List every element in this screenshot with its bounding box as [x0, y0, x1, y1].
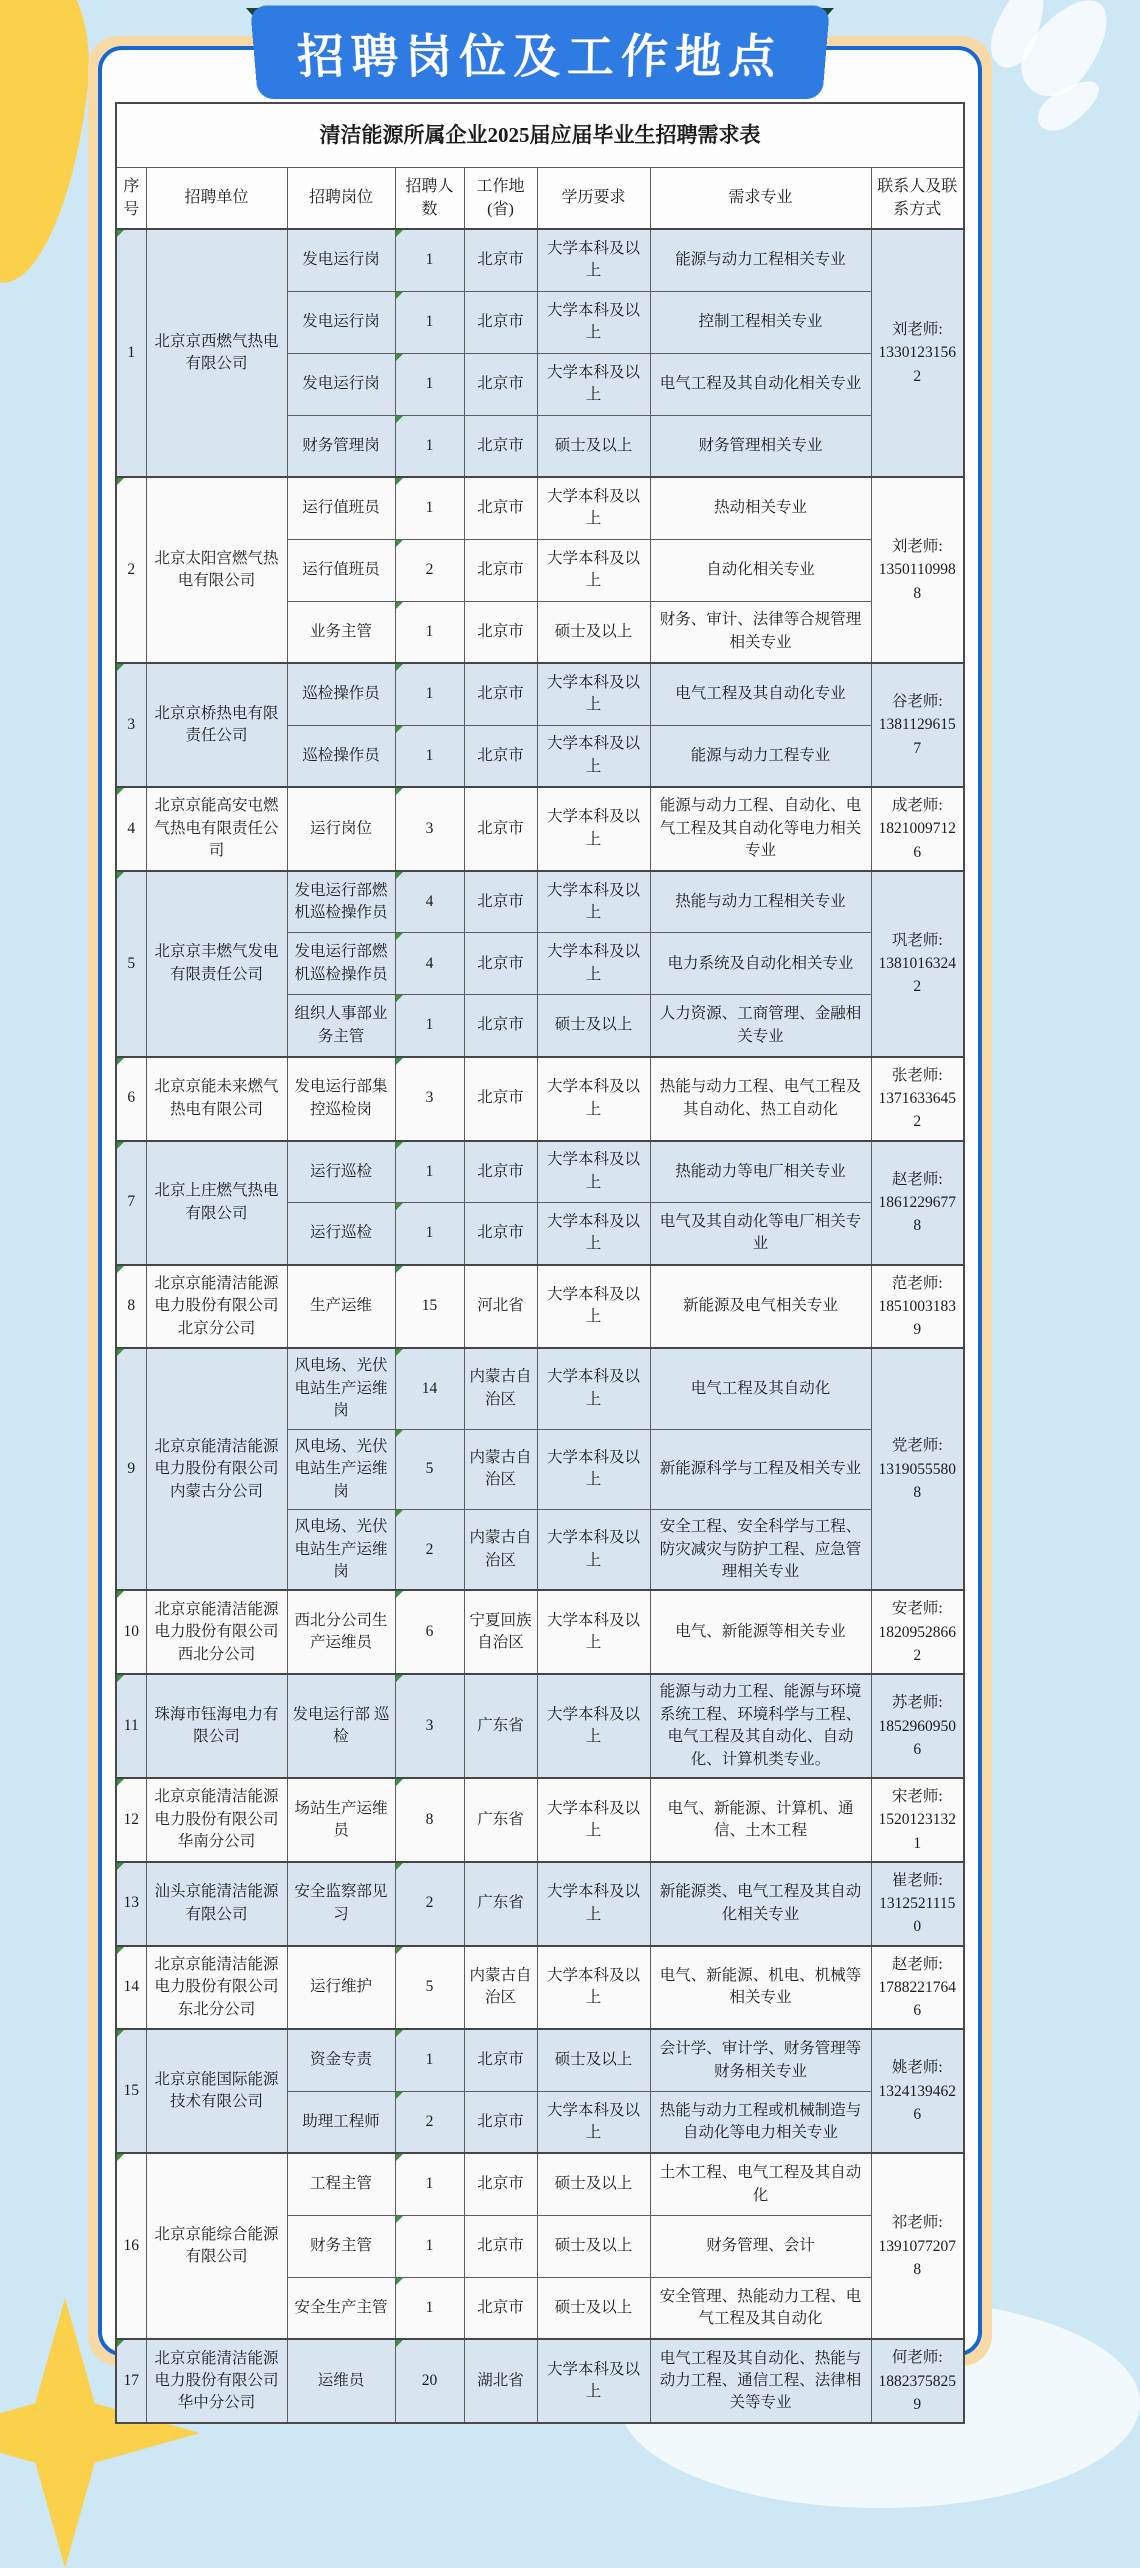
cell-contact [871, 2153, 964, 2339]
cell-count: 1 [395, 1203, 464, 1265]
contact-phone: 13190555808 [878, 1460, 956, 1501]
contact-phone: 18510031839 [878, 1297, 956, 1338]
cell-count: 4 [395, 871, 464, 933]
contact-name: 崔老师: [891, 1871, 943, 1889]
cell-count: 1 [395, 353, 464, 415]
cell-seq: 10 [116, 1590, 146, 1674]
cell-count: 1 [395, 1141, 464, 1203]
cell-position: 发电运行部燃机巡检操作员 [287, 871, 395, 933]
cell-seq: 9 [116, 1348, 146, 1590]
cell-company: 北京太阳宫燃气热电有限公司 [146, 477, 287, 663]
cell-seq: 13 [116, 1862, 146, 1946]
cell-major: 能源与动力工程相关专业 [650, 229, 871, 291]
table-title: 清洁能源所属企业2025届应届毕业生招聘需求表 [116, 103, 964, 167]
cell-seq: 17 [116, 2339, 146, 2423]
cell-position: 风电场、光伏电站生产运维岗 [287, 1348, 395, 1429]
contact-name: 范老师: [891, 1274, 943, 1292]
cell-position: 运行值班员 [287, 539, 395, 601]
cell-position: 助理工程师 [287, 2091, 395, 2153]
cell-position: 运行值班员 [287, 477, 395, 539]
cell-position: 巡检操作员 [287, 663, 395, 725]
cell-company: 珠海市钰海电力有限公司 [146, 1674, 287, 1778]
contact-name: 党老师: [891, 1437, 943, 1455]
cell-major: 电气及其自动化等电厂相关专业 [650, 1203, 871, 1265]
cell-major: 财务管理、会计 [650, 2215, 871, 2277]
cell-count: 2 [395, 539, 464, 601]
table-header-row [116, 167, 964, 229]
cell-seq: 2 [116, 477, 146, 663]
cell-education: 大学本科及以上 [537, 1862, 650, 1946]
contact-phone: 18612296778 [878, 1193, 956, 1235]
cell-location: 广东省 [464, 1674, 537, 1778]
cell-location: 北京市 [464, 2091, 537, 2153]
table-row [116, 477, 964, 539]
table-row [116, 2153, 964, 2215]
cell-education: 硕士及以上 [537, 2277, 650, 2339]
contact-phone: 18823758259 [878, 2372, 956, 2413]
cell-contact [871, 2029, 964, 2153]
cell-location: 湖北省 [464, 2339, 537, 2423]
cell-position: 风电场、光伏电站生产运维岗 [287, 1510, 395, 1591]
cell-major: 财务管理相关专业 [650, 415, 871, 477]
cell-company: 北京京能清洁能源电力股份有限公司北京分公司 [146, 1265, 287, 1349]
cell-major: 控制工程相关专业 [650, 291, 871, 353]
cell-company: 北京京能高安屯燃气热电有限责任公司 [146, 787, 287, 871]
cell-major: 新能源类、电气工程及其自动化相关专业 [650, 1862, 871, 1946]
table-row [116, 1590, 964, 1674]
cell-seq: 16 [116, 2153, 146, 2339]
cell-location: 北京市 [464, 933, 537, 995]
cell-education: 硕士及以上 [537, 415, 650, 477]
cell-count: 14 [395, 1348, 464, 1429]
cell-position: 巡检操作员 [287, 725, 395, 787]
table-row [116, 2029, 964, 2091]
cell-location: 河北省 [464, 1265, 537, 1349]
cell-education: 大学本科及以上 [537, 787, 650, 871]
contact-name: 刘老师: [891, 538, 943, 556]
table-row [116, 1057, 964, 1141]
cell-location: 宁夏回族自治区 [464, 1590, 537, 1674]
cell-location: 内蒙古自治区 [464, 1429, 537, 1509]
cell-location: 北京市 [464, 787, 537, 871]
cell-position: 运维员 [287, 2339, 395, 2423]
contact-name: 成老师: [891, 797, 943, 814]
cell-count: 8 [395, 1778, 464, 1862]
cell-count: 3 [395, 1057, 464, 1141]
banner-ribbon [240, 6, 840, 100]
contact-phone: 18210097126 [878, 820, 956, 861]
cell-location: 内蒙古自治区 [464, 1946, 537, 2030]
cell-major: 电气、新能源等相关专业 [650, 1590, 871, 1674]
cell-major: 电气工程及其自动化相关专业 [650, 353, 871, 415]
header-count: 招聘人数 [395, 167, 464, 229]
cell-location: 内蒙古自治区 [464, 1510, 537, 1591]
header-education: 学历要求 [537, 167, 650, 229]
cell-contact [871, 1862, 964, 1946]
cell-count: 5 [395, 1946, 464, 2030]
cell-location: 广东省 [464, 1862, 537, 1946]
contact-phone: 13301231562 [878, 344, 956, 385]
cell-count: 2 [395, 1510, 464, 1591]
contact-phone: 13716336452 [878, 1090, 956, 1131]
banner-body [250, 6, 830, 99]
cell-count: 3 [395, 787, 464, 871]
cell-count: 2 [395, 1862, 464, 1946]
contact-name: 何老师: [891, 2349, 943, 2367]
contact-name: 赵老师: [891, 1955, 943, 1973]
cell-education: 大学本科及以上 [537, 1265, 650, 1349]
cell-education: 大学本科及以上 [537, 1590, 650, 1674]
cell-location: 北京市 [464, 2215, 537, 2277]
cell-contact [871, 229, 964, 477]
cell-company: 北京京能清洁能源电力股份有限公司东北分公司 [146, 1946, 287, 2030]
cell-seq: 4 [116, 787, 146, 871]
table-row [116, 1946, 964, 2030]
cell-major: 能源与动力工程专业 [650, 725, 871, 787]
cell-company: 北京京西燃气热电有限公司 [146, 229, 287, 477]
cell-location: 北京市 [464, 1203, 537, 1265]
cell-education: 大学本科及以上 [537, 291, 650, 353]
cell-major: 安全工程、安全科学与工程、防灾减灾与防护工程、应急管理相关专业 [650, 1510, 871, 1591]
cell-count: 5 [395, 1429, 464, 1509]
cell-major: 热能动力等电厂相关专业 [650, 1141, 871, 1203]
recruitment-table [115, 102, 965, 2424]
cell-contact [871, 1674, 964, 1778]
cell-location: 北京市 [464, 1141, 537, 1203]
contact-phone: 15201231321 [878, 1811, 956, 1852]
cell-major: 电气工程及其自动化 [650, 1348, 871, 1429]
cell-education: 硕士及以上 [537, 995, 650, 1057]
cell-count: 1 [395, 477, 464, 539]
cell-major: 新能源科学与工程及相关专业 [650, 1429, 871, 1509]
contact-name: 祁老师: [891, 2214, 943, 2232]
table-row [116, 229, 964, 291]
cell-location: 北京市 [464, 415, 537, 477]
cell-position: 发电运行部集控巡检岗 [287, 1057, 395, 1141]
cell-education: 大学本科及以上 [537, 1674, 650, 1778]
cell-location: 北京市 [464, 477, 537, 539]
cell-education: 硕士及以上 [537, 2029, 650, 2091]
cell-location: 北京市 [464, 601, 537, 663]
cell-company: 北京京能清洁能源电力股份有限公司内蒙古分公司 [146, 1348, 287, 1590]
cell-education: 硕士及以上 [537, 2153, 650, 2215]
cell-seq: 12 [116, 1778, 146, 1862]
cell-major: 安全管理、热能动力工程、电气工程及其自动化 [650, 2277, 871, 2339]
cell-location: 北京市 [464, 2029, 537, 2091]
cell-contact [871, 871, 964, 1057]
cell-position: 业务主管 [287, 601, 395, 663]
cell-company: 北京上庄燃气热电有限公司 [146, 1141, 287, 1265]
cell-contact [871, 1265, 964, 1349]
cell-major: 电气工程及其自动化、热能与动力工程、通信工程、法律相关等专业 [650, 2339, 871, 2423]
contact-name: 宋老师: [891, 1788, 943, 1806]
table-row [116, 787, 964, 871]
cell-education: 大学本科及以上 [537, 725, 650, 787]
header-position: 招聘岗位 [287, 167, 395, 229]
header-major: 需求专业 [650, 167, 871, 229]
table-row [116, 1778, 964, 1862]
contact-name: 谷老师: [891, 693, 943, 711]
cell-education: 硕士及以上 [537, 601, 650, 663]
cell-company: 北京京能综合能源有限公司 [146, 2153, 287, 2339]
inner-card [98, 46, 982, 2413]
cell-contact [871, 2339, 964, 2423]
contact-phone: 18209528662 [878, 1623, 956, 1664]
cell-position: 运行巡检 [287, 1203, 395, 1265]
cell-major: 新能源及电气相关专业 [650, 1265, 871, 1349]
cell-location: 内蒙古自治区 [464, 1348, 537, 1429]
cell-education: 大学本科及以上 [537, 539, 650, 601]
cell-education: 大学本科及以上 [537, 353, 650, 415]
contact-phone: 13810163242 [878, 955, 956, 996]
cell-education: 大学本科及以上 [537, 1429, 650, 1509]
cell-count: 1 [395, 2277, 464, 2339]
cell-contact [871, 787, 964, 871]
contact-name: 巩老师: [891, 931, 943, 949]
cell-education: 大学本科及以上 [537, 1203, 650, 1265]
cell-location: 北京市 [464, 2153, 537, 2215]
cell-major: 人力资源、工商管理、金融相关专业 [650, 995, 871, 1057]
cell-seq: 7 [116, 1141, 146, 1265]
table-row [116, 1141, 964, 1203]
cell-company: 北京京能清洁能源电力股份有限公司华中分公司 [146, 2339, 287, 2423]
cell-count: 1 [395, 663, 464, 725]
cell-count: 6 [395, 1590, 464, 1674]
table-row [116, 1348, 964, 1429]
cell-seq: 14 [116, 1946, 146, 2030]
cell-seq: 5 [116, 871, 146, 1057]
cell-contact [871, 477, 964, 663]
cell-count: 1 [395, 2029, 464, 2091]
cell-major: 自动化相关专业 [650, 539, 871, 601]
cell-education: 大学本科及以上 [537, 871, 650, 933]
contact-phone: 13125211150 [879, 1895, 956, 1936]
cell-count: 15 [395, 1265, 464, 1349]
header-seq: 序号 [116, 167, 146, 229]
cell-education: 大学本科及以上 [537, 663, 650, 725]
contact-phone: 13241394626 [878, 2082, 956, 2123]
cell-location: 北京市 [464, 353, 537, 415]
contact-phone: 18529609506 [878, 1717, 956, 1758]
cell-major: 财务、审计、法律等合规管理相关专业 [650, 601, 871, 663]
table-row [116, 1862, 964, 1946]
cell-location: 广东省 [464, 1778, 537, 1862]
cell-major: 热能与动力工程相关专业 [650, 871, 871, 933]
cell-count: 3 [395, 1674, 464, 1778]
cell-major: 热能与动力工程或机械制造与自动化等电力相关专业 [650, 2091, 871, 2153]
cell-count: 1 [395, 415, 464, 477]
cell-company: 汕头京能清洁能源有限公司 [146, 1862, 287, 1946]
cell-major: 会计学、审计学、财务管理等财务相关专业 [650, 2029, 871, 2091]
cell-contact [871, 1141, 964, 1265]
contact-phone: 13910772078 [878, 2237, 956, 2278]
cell-position: 财务管理岗 [287, 415, 395, 477]
cell-company: 北京京能未来燃气热电有限公司 [146, 1057, 287, 1141]
cell-company: 北京京能清洁能源电力股份有限公司西北分公司 [146, 1590, 287, 1674]
cell-major: 土木工程、电气工程及其自动化 [650, 2153, 871, 2215]
cell-education: 大学本科及以上 [537, 1348, 650, 1429]
cell-count: 20 [395, 2339, 464, 2423]
cell-major: 电气、新能源、计算机、通信、土木工程 [650, 1778, 871, 1862]
cell-major: 能源与动力工程、自动化、电气工程及其自动化等电力相关专业 [650, 787, 871, 871]
cell-education: 大学本科及以上 [537, 1141, 650, 1203]
cell-seq: 15 [116, 2029, 146, 2153]
cell-seq: 8 [116, 1265, 146, 1349]
cell-education: 大学本科及以上 [537, 1946, 650, 2030]
header-location: 工作地(省) [464, 167, 537, 229]
cell-count: 1 [395, 291, 464, 353]
cell-position: 财务主管 [287, 2215, 395, 2277]
cell-position: 场站生产运维员 [287, 1778, 395, 1862]
cell-position: 工程主管 [287, 2153, 395, 2215]
cell-position: 发电运行岗 [287, 291, 395, 353]
cell-position: 安全监察部见习 [287, 1862, 395, 1946]
cell-seq: 11 [116, 1674, 146, 1778]
cell-location: 北京市 [464, 539, 537, 601]
cell-education: 大学本科及以上 [537, 2091, 650, 2153]
cell-count: 4 [395, 933, 464, 995]
header-contact: 联系人及联系方式 [871, 167, 964, 229]
cell-company: 北京京桥热电有限责任公司 [146, 663, 287, 787]
cell-education: 大学本科及以上 [537, 1057, 650, 1141]
contact-phone: 13811296157 [878, 716, 956, 757]
cell-position: 西北分公司生产运维员 [287, 1590, 395, 1674]
cell-position: 资金专责 [287, 2029, 395, 2091]
cell-contact [871, 1590, 964, 1674]
table-row [116, 1265, 964, 1349]
contact-name: 刘老师: [891, 321, 943, 339]
cell-location: 北京市 [464, 291, 537, 353]
cell-education: 大学本科及以上 [537, 1510, 650, 1591]
table-row [116, 2339, 964, 2423]
yellow-swoosh-decoration [0, 0, 101, 289]
cell-contact [871, 1348, 964, 1590]
cell-position: 运行维护 [287, 1946, 395, 2030]
cell-position: 运行岗位 [287, 787, 395, 871]
contact-name: 姚老师: [891, 2059, 943, 2077]
cell-count: 1 [395, 601, 464, 663]
cell-count: 1 [395, 995, 464, 1057]
cell-major: 热动相关专业 [650, 477, 871, 539]
cell-position: 安全生产主管 [287, 2277, 395, 2339]
cell-count: 1 [395, 725, 464, 787]
cell-major: 电力系统及自动化相关专业 [650, 933, 871, 995]
contact-phone: 17882217646 [878, 1978, 956, 2020]
cell-major: 电气、新能源、机电、机械等相关专业 [650, 1946, 871, 2030]
cell-contact [871, 1946, 964, 2030]
cell-education: 大学本科及以上 [537, 477, 650, 539]
cell-major: 电气工程及其自动化专业 [650, 663, 871, 725]
cell-company: 北京京丰燃气发电有限责任公司 [146, 871, 287, 1057]
cell-company: 北京京能国际能源技术有限公司 [146, 2029, 287, 2153]
cell-seq: 3 [116, 663, 146, 787]
cell-count: 1 [395, 229, 464, 291]
cell-contact [871, 663, 964, 787]
cell-location: 北京市 [464, 871, 537, 933]
cell-count: 1 [395, 2153, 464, 2215]
cell-major: 热能与动力工程、电气工程及其自动化、热工自动化 [650, 1057, 871, 1141]
table-title-row [116, 103, 964, 167]
cell-seq: 6 [116, 1057, 146, 1141]
contact-name: 安老师: [891, 1600, 943, 1618]
cell-location: 北京市 [464, 725, 537, 787]
cell-location: 北京市 [464, 229, 537, 291]
cell-position: 发电运行岗 [287, 353, 395, 415]
table-row [116, 871, 964, 933]
cell-company: 北京京能清洁能源电力股份有限公司华南分公司 [146, 1778, 287, 1862]
cell-education: 大学本科及以上 [537, 229, 650, 291]
cell-position: 生产运维 [287, 1265, 395, 1349]
cell-position: 组织人事部业务主管 [287, 995, 395, 1057]
outer-card [88, 36, 992, 2413]
contact-name: 张老师: [891, 1066, 943, 1084]
cell-position: 发电运行部 巡检 [287, 1674, 395, 1778]
cell-education: 硕士及以上 [537, 2215, 650, 2277]
contact-name: 苏老师: [891, 1694, 943, 1712]
cell-position: 运行巡检 [287, 1141, 395, 1203]
cell-seq: 1 [116, 229, 146, 477]
cell-location: 北京市 [464, 1057, 537, 1141]
banner-title: 招聘岗位及工作地点 [295, 29, 785, 83]
cell-location: 北京市 [464, 663, 537, 725]
cell-education: 大学本科及以上 [537, 1778, 650, 1862]
contact-name: 赵老师: [891, 1170, 943, 1188]
cell-major: 能源与动力工程、能源与环境系统工程、环境科学与工程、电气工程及其自动化、自动化、计算机类专业。 [650, 1674, 871, 1778]
contact-phone: 13501109988 [878, 561, 956, 602]
cell-contact [871, 1778, 964, 1862]
cell-location: 北京市 [464, 995, 537, 1057]
cell-education: 大学本科及以上 [537, 2339, 650, 2423]
cell-position: 发电运行部燃机巡检操作员 [287, 933, 395, 995]
cell-position: 发电运行岗 [287, 229, 395, 291]
cell-location: 北京市 [464, 2277, 537, 2339]
cell-position: 风电场、光伏电站生产运维岗 [287, 1429, 395, 1509]
header-company: 招聘单位 [146, 167, 287, 229]
table-row [116, 663, 964, 725]
cell-contact [871, 1057, 964, 1141]
cell-education: 大学本科及以上 [537, 933, 650, 995]
cell-count: 2 [395, 2091, 464, 2153]
cell-count: 1 [395, 2215, 464, 2277]
table-row [116, 1674, 964, 1778]
